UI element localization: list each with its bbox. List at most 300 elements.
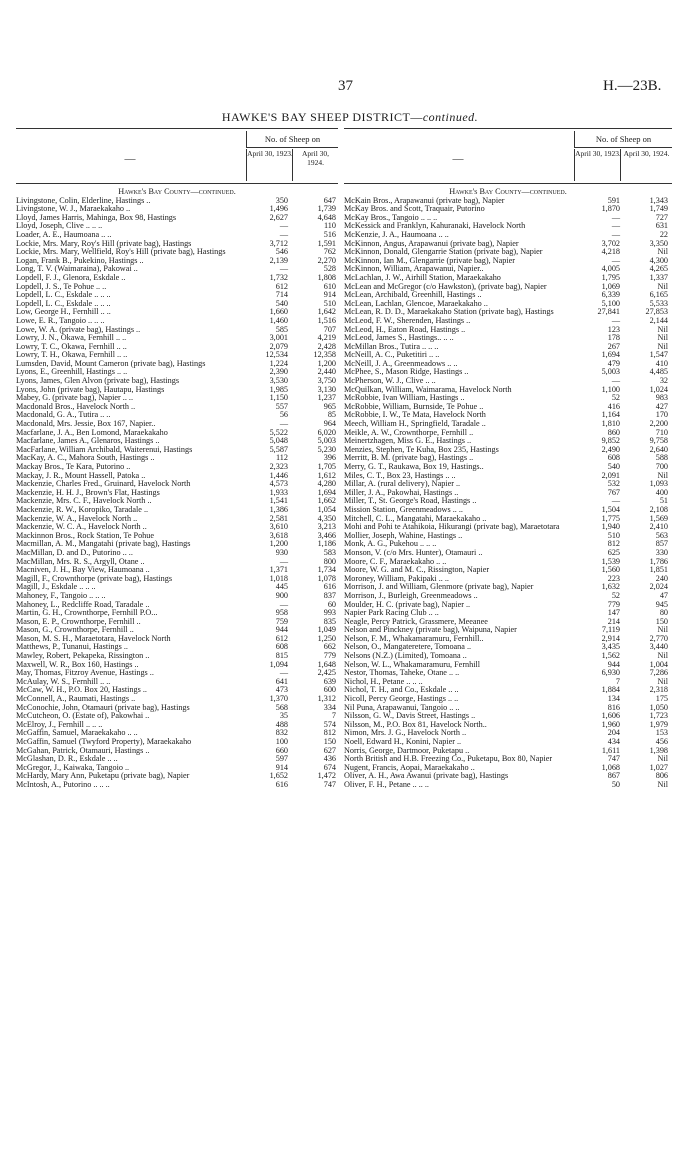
sheep-1924: 812 — [323, 728, 336, 738]
holder-name: Oliver, F. H., Petane .. .. .. — [344, 779, 429, 789]
sheep-1923: 1,562 — [601, 651, 620, 661]
holder-name: McGlashan, D. R., Eskdale .. .. — [16, 754, 118, 764]
holder-name: Lumsden, David, Mount Cameron (private bag), Hastings — [16, 358, 206, 368]
sheep-1923: 267 — [607, 341, 620, 351]
sheep-1923: 1,164 — [601, 410, 620, 420]
holder-name: Magill, F., Crownthorpe (private bag), Hastings — [16, 573, 173, 583]
sheep-1923: 1,960 — [601, 719, 620, 729]
sheep-1924: 2,428 — [317, 341, 336, 351]
holder-name: MacMillan, D. and D., Putorino .. .. — [16, 547, 133, 557]
sheep-1923: 214 — [607, 616, 620, 626]
sheep-1923: — — [279, 419, 288, 429]
sheep-1923: 958 — [275, 608, 288, 618]
sheep-1923: 1,933 — [269, 487, 288, 497]
holder-name: Mahoney, L., Redcliffe Road, Taradale .. — [16, 599, 150, 609]
holder-name: McIntosh, A., Putorino .. .. .. — [16, 779, 110, 789]
sheep-1923: 416 — [607, 401, 620, 411]
sheep-1924: 410 — [655, 358, 668, 368]
sheep-1923: 2,390 — [269, 367, 288, 377]
sheep-1923: — — [611, 255, 620, 265]
sheep-1924: 1,093 — [649, 479, 668, 489]
sheep-1924: 12,358 — [313, 350, 336, 360]
sheep-1923: 1,200 — [269, 539, 288, 549]
sheep-1924: 80 — [659, 608, 668, 618]
sheep-1923: — — [279, 229, 288, 239]
sheep-1923: 1,541 — [269, 496, 288, 506]
sheep-1924: 1,312 — [317, 694, 336, 704]
holder-name: McLachlan, J. W., Airhill Station, Maraekakaho — [344, 272, 501, 282]
year-1923-header: April 30, 1923. — [246, 149, 293, 181]
holder-name: Miller, T., St. George's Road, Hastings .. — [344, 496, 477, 506]
sheep-1923: 1,884 — [601, 685, 620, 695]
sheep-1923: 944 — [607, 659, 620, 669]
holder-name: McLean, Archibald, Greenhill, Hastings .. — [344, 290, 482, 300]
holder-name: Mitchell, C. L., Mangatahi, Maraekakaho .. — [344, 513, 487, 523]
sheep-1923: — — [279, 668, 288, 678]
sheep-1924: 707 — [323, 324, 336, 334]
sheep-1924: 627 — [323, 745, 336, 755]
sheep-1923: 608 — [607, 453, 620, 463]
sheep-1924: 1,398 — [649, 745, 668, 755]
sheep-1923: 1,775 — [601, 513, 620, 523]
sheep-1923: 2,627 — [269, 212, 288, 222]
sheep-1924: Nil — [657, 281, 668, 291]
sheep-1923: 779 — [607, 599, 620, 609]
sheep-1924: 647 — [323, 195, 336, 205]
sheep-1923: 532 — [607, 479, 620, 489]
holder-name: Nilsson, M., P.O. Box 81, Havelock North.. — [344, 719, 487, 729]
holder-name: Noell, Edward H., Konini, Napier .. — [344, 737, 462, 746]
holder-name: McKenzie, J. A., Haumoana .. .. — [344, 229, 449, 239]
sheep-1923: 660 — [275, 745, 288, 755]
sheep-1924: 983 — [655, 393, 668, 403]
holder-name: Long, T. V. (Waimaraina), Pakowai .. — [16, 264, 138, 274]
sheep-1923: 1,068 — [601, 762, 620, 772]
page-number: 37 — [338, 78, 353, 94]
sheep-1923: 7 — [615, 676, 620, 686]
sheep-1923: 714 — [275, 290, 288, 300]
holder-name: McCaw, W. H., P.O. Box 20, Hastings .. — [16, 685, 147, 695]
sheep-1923: 747 — [607, 754, 620, 764]
holder-name: Meinertzhagen, Miss G. E., Hastings .. — [344, 436, 472, 446]
sheep-1924: 1,705 — [317, 462, 336, 471]
sheep-1923: 1,560 — [601, 565, 620, 575]
sheep-1924: 700 — [655, 462, 668, 471]
holder-name: Oliver, A. H., Awa Awanui (private bag), Hastings — [344, 771, 509, 781]
sheep-1924: 945 — [655, 599, 668, 609]
sheep-1923: 944 — [275, 625, 288, 635]
name-column-header: — — [124, 153, 136, 165]
holder-name: Mackenzie, W. A., Havelock North .. — [16, 513, 138, 523]
holder-name: Nelson, O., Mangateretere, Tomoana .. — [344, 642, 472, 652]
sheep-1924: 9,758 — [649, 436, 668, 446]
holder-name: MacFarlane, William Archibald, Waiterenui, Hastings — [16, 444, 193, 454]
holder-name: McGaffin, Samuel (Twyford Property), Maraekakaho — [16, 737, 192, 746]
sheep-1923: 1,660 — [269, 307, 288, 317]
sheep-1923: 1,985 — [269, 384, 288, 394]
sheep-1923: — — [279, 264, 288, 274]
sheep-1924: 150 — [655, 616, 668, 626]
sheep-1924: 4,265 — [649, 264, 668, 274]
year-1923-header: April 30, 1923. — [574, 149, 621, 181]
holder-name: Napier Park Racing Club .. .. — [344, 608, 439, 618]
sheep-1923: 1,371 — [269, 565, 288, 575]
sheep-1924: 6,020 — [317, 427, 336, 437]
sheep-1923: 5,100 — [601, 298, 620, 308]
sheep-1923: 2,323 — [269, 462, 288, 471]
holder-name: Nelson and Pinckney (private bag), Waipuna, Napier — [344, 625, 517, 635]
sheep-1924: 5,533 — [649, 298, 668, 308]
holder-name: Low, George H., Fernhill .. .. — [16, 307, 111, 317]
sheep-1923: 3,618 — [269, 530, 288, 540]
holder-name: McKinnon, William, Arapawanui, Napier.. — [344, 264, 484, 274]
holder-name: Matthews, P., Tunanui, Hastings .. — [16, 642, 128, 652]
holder-name: Mackenzie, W. C. A., Havelock North .. — [16, 522, 147, 532]
left-table-body — [16, 188, 338, 790]
holder-name: Nichol, H., Petane .. .. .. — [344, 676, 423, 686]
holder-name: MacMillan, Mrs. R. S., Argyll, Otane .. — [16, 556, 145, 566]
sheep-1924: 1,749 — [649, 204, 668, 214]
holder-name: Lowry, T. C., Okawa, Fernhill .. .. — [16, 341, 127, 351]
sheep-1923: 1,632 — [601, 582, 620, 592]
sheep-1924: Nil — [657, 324, 668, 334]
holder-name: Maxwell, W. R., Box 160, Hastings .. — [16, 659, 139, 669]
holder-name: McElroy, J., Fernhill .. .. .. — [16, 719, 103, 729]
holder-name: Macmillan, A. M., Mangatahi (private bag), Hastings — [16, 539, 191, 549]
sheep-1923: 178 — [607, 333, 620, 343]
holder-name: Moore, C. F., Maraekakaho .. .. — [344, 556, 447, 566]
sheep-1924: 779 — [323, 651, 336, 661]
sheep-1924: 914 — [323, 290, 336, 300]
sheep-1924: 2,108 — [649, 504, 668, 514]
sheep-1923: 4,005 — [601, 264, 620, 274]
sheep-1924: Nil — [657, 779, 668, 789]
sheep-1923: 1,069 — [601, 281, 620, 291]
sheep-1923: 7,119 — [601, 625, 620, 635]
sheep-1924: 1,591 — [317, 238, 336, 248]
sheep-1924: 4,300 — [649, 255, 668, 265]
sheep-1923: 52 — [611, 393, 620, 403]
sheep-1923: 546 — [275, 247, 288, 257]
holder-name: Lyons, E., Greenhill, Hastings .. .. — [16, 367, 128, 377]
sheep-count-header: No. of Sheep on — [574, 131, 672, 148]
sheep-1923: — — [279, 221, 288, 231]
sheep-1923: 52 — [611, 590, 620, 600]
sheep-1923: 557 — [275, 401, 288, 411]
sheep-1923: 9,852 — [601, 436, 620, 446]
holder-name: MacKay, A. C., Mahora South, Hastings .. — [16, 453, 155, 463]
holder-name: Lopdell, L. C., Eskdale .. .. .. — [16, 298, 111, 308]
sheep-1923: 4,573 — [269, 479, 288, 489]
holder-name: McLean, Lachlan, Glencoe, Maraekakaho .. — [344, 298, 488, 308]
sheep-1923: 479 — [607, 358, 620, 368]
right-column — [344, 128, 672, 790]
holder-name: Hawke's Bay County—continued. — [118, 187, 236, 196]
sheep-1924: 3,466 — [317, 530, 336, 540]
sheep-1924: Nil — [657, 625, 668, 635]
holder-name: Nugent, Francis, Aopai, Maraekakaho .. — [344, 762, 475, 772]
sheep-1924: 674 — [323, 762, 336, 772]
sheep-1924: 1,027 — [649, 762, 668, 772]
holder-name: Nelson, W. L., Whakamaramuru, Fernhill — [344, 659, 481, 669]
right-table-body — [344, 188, 672, 790]
sheep-1924: 1,648 — [317, 659, 336, 669]
holder-name: Lopdell, F. J., Glenora, Eskdale .. — [16, 272, 126, 282]
holder-name: Monk, A. G., Pukehou .. .. .. — [344, 539, 437, 549]
holder-name: Lowe, E. R., Tangoio .. .. .. — [16, 315, 105, 325]
sheep-1923: — — [279, 556, 288, 566]
holder-name: McNeill, J. A., Greenmeadows .. .. — [344, 358, 458, 368]
sheep-1924: 528 — [323, 264, 336, 274]
year-1924-header: April 30, 1924. — [292, 149, 338, 181]
sheep-1923: 759 — [275, 616, 288, 626]
holder-name: Macfarlane, J. A., Ben Lomond, Maraekakaho — [16, 427, 168, 437]
holder-name: Moroney, William, Pakipaki .. .. — [344, 573, 449, 583]
sheep-1923: 608 — [275, 642, 288, 652]
sheep-1923: 1,150 — [269, 393, 288, 403]
holder-name: Lloyd, Joseph, Clive .. .. .. — [16, 221, 103, 231]
sheep-1923: — — [279, 599, 288, 609]
holder-name: Moore, W. G. and M. C., Rissington, Napier — [344, 565, 490, 575]
holder-name: McLeod, F. W., Sherenden, Hastings .. — [344, 315, 471, 325]
sheep-1923: 597 — [275, 754, 288, 764]
holder-name: McHardy, Mary Ann, Puketapu (private bag), Napier — [16, 771, 190, 781]
sheep-1924: 32 — [659, 376, 668, 386]
sheep-1924: Nil — [657, 341, 668, 351]
holder-name: McNeill, A. C., Puketitiri .. .. — [344, 350, 440, 360]
sheep-1924: 5,230 — [317, 444, 336, 454]
sheep-1924: 727 — [655, 212, 668, 222]
sheep-1923: 591 — [607, 195, 620, 205]
sheep-1923: 204 — [607, 728, 620, 738]
sheep-1924: 1,642 — [317, 307, 336, 317]
holder-name: Mackay, J. R., Mount Hassell, Patoka .. — [16, 470, 146, 480]
holder-name: Mollier, Joseph, Wahine, Hastings .. — [344, 530, 463, 540]
sheep-1923: 2,091 — [601, 470, 620, 480]
sheep-1924: 3,750 — [317, 376, 336, 386]
holder-name: Nimon, Mrs. J. G., Havelock North .. — [344, 728, 467, 738]
sheep-1924: 150 — [323, 737, 336, 746]
sheep-1924: 1,786 — [649, 556, 668, 566]
sheep-1923: 900 — [275, 590, 288, 600]
sheep-1924: 1,237 — [317, 393, 336, 403]
holder-name: McPherson, W. J., Clive .. .. — [344, 376, 436, 386]
sheep-1923: 1,694 — [601, 350, 620, 360]
holder-name: McKessick and Franklyn, Kahuranaki, Havelock North — [344, 221, 526, 231]
sheep-1923: 585 — [275, 324, 288, 334]
sheep-1924: 762 — [323, 247, 336, 257]
holder-name: Nilsson, G. W., Davis Street, Hastings .. — [344, 711, 476, 721]
sheep-1924: 1,343 — [649, 195, 668, 205]
sheep-1924: 1,569 — [649, 513, 668, 523]
sheep-1924: 563 — [655, 530, 668, 540]
holder-name: McMillan Bros., Tutira .. .. .. — [344, 341, 439, 351]
sheep-1924: 170 — [655, 410, 668, 420]
sheep-1924: 588 — [655, 453, 668, 463]
sheep-1924: 85 — [327, 410, 336, 420]
sheep-1924: 4,648 — [317, 212, 336, 222]
holder-name: Lyons, James, Glen Alvon (private bag), Hastings — [16, 376, 180, 386]
sheep-1923: 510 — [607, 530, 620, 540]
sheep-1923: — — [611, 229, 620, 239]
holder-name: Mason, M. S. H., Maraetotara, Havelock North — [16, 633, 171, 643]
sheep-1924: 710 — [655, 427, 668, 437]
sheep-1924: 175 — [655, 694, 668, 704]
sheep-1924: 396 — [323, 453, 336, 463]
sheep-1923: 100 — [275, 737, 288, 746]
left-column — [16, 128, 338, 790]
sheep-1923: 134 — [607, 694, 620, 704]
sheep-1923: 350 — [275, 195, 288, 205]
holder-name: Lockie, Mrs. Mary, Wellfield, Roy's Hill (private bag), Hastings — [16, 247, 226, 257]
holder-name: Martin, G. H., Crownthorpe, Fernhill P.O... — [16, 608, 158, 618]
document-reference: H.—23B. — [603, 78, 662, 94]
sheep-1924: 330 — [655, 547, 668, 557]
sheep-1924: 1,050 — [649, 702, 668, 712]
sheep-1924: 2,410 — [649, 522, 668, 532]
sheep-1923: — — [611, 315, 620, 325]
sheep-1924: 806 — [655, 771, 668, 781]
sheep-1923: 223 — [607, 573, 620, 583]
sheep-1924: 516 — [323, 229, 336, 239]
sheep-1923: 914 — [275, 762, 288, 772]
title-main: HAWKE'S BAY SHEEP DISTRICT— — [221, 110, 423, 124]
sheep-1924: 1,004 — [649, 659, 668, 669]
holder-name: McGaffin, Samuel, Maraekakaho .. .. — [16, 728, 138, 738]
sheep-1923: — — [611, 496, 620, 506]
sheep-1924: 6,165 — [649, 290, 668, 300]
sheep-1924: 510 — [323, 298, 336, 308]
holder-name: Menzies, Stephen, Te Kuha, Box 235, Hastings — [344, 444, 499, 454]
holder-name: Morrison, J. and William, Glenmore (private bag), Napier — [344, 582, 534, 592]
holder-name: McGregor, J., Kaiwaka, Tangoio .. — [16, 762, 130, 772]
sheep-1924: 964 — [323, 419, 336, 429]
sheep-1923: 1,018 — [269, 573, 288, 583]
holder-name: McLeod, H., Eaton Road, Hastings .. — [344, 324, 466, 334]
sheep-1923: 1,460 — [269, 315, 288, 325]
sheep-1923: 123 — [607, 324, 620, 334]
holder-name: Magill, J., Eskdale .. .. .. — [16, 582, 96, 592]
holder-name: Mason, E. P., Crownthorpe, Fernhill .. — [16, 616, 141, 626]
sheep-1924: 1,723 — [649, 711, 668, 721]
holder-name: Mackenzie, H. H. J., Brown's Flat, Hastings — [16, 487, 160, 497]
sheep-1923: 35 — [279, 711, 288, 721]
sheep-1924: Nil — [657, 470, 668, 480]
sheep-1924: 334 — [323, 702, 336, 712]
sheep-1924: 631 — [655, 221, 668, 231]
sheep-1923: 1,539 — [601, 556, 620, 566]
sheep-1923: 3,610 — [269, 522, 288, 532]
sheep-1923: 5,003 — [601, 367, 620, 377]
sheep-1923: 867 — [607, 771, 620, 781]
sheep-1924: 1,078 — [317, 573, 336, 583]
sheep-1923: 147 — [607, 608, 620, 618]
holder-name: McKay Bros. and Scott, Traquair, Putorino — [344, 204, 485, 214]
sheep-1923: 767 — [607, 487, 620, 497]
holder-name: Lockie, Mrs. Mary, Roy's Hill (private bag), Hastings — [16, 238, 192, 248]
holder-name: Nestor, Thomas, Taheke, Otane .. .. — [344, 668, 460, 678]
sheep-1924: 800 — [323, 556, 336, 566]
sheep-1923: — — [611, 212, 620, 222]
sheep-1924: 1,250 — [317, 633, 336, 643]
page-title — [0, 110, 700, 125]
holder-name: Macdonald Bros., Havelock North .. — [16, 401, 136, 411]
year-1924-header: April 30, 1924. — [620, 149, 672, 181]
sheep-1924: 2,144 — [649, 315, 668, 325]
holder-name: McLean and McGregor (c/o Hawkston), (private bag), Napier — [344, 281, 547, 291]
sheep-1924: 639 — [323, 676, 336, 686]
sheep-1924: Nil — [657, 676, 668, 686]
sheep-1924: 1,851 — [649, 565, 668, 575]
holder-name: Lowry, T. H., Okawa, Fernhill .. .. — [16, 350, 128, 360]
sheep-1923: 1,504 — [601, 504, 620, 514]
sheep-1924: 1,734 — [317, 565, 336, 575]
sheep-1924: 3,440 — [649, 642, 668, 652]
sheep-count-header: No. of Sheep on — [246, 131, 338, 148]
holder-name: Meikle, A. W., Crownthorpe, Fernhill .. — [344, 427, 474, 437]
holder-name: Neagle, Percy Patrick, Grassmere, Meeanee — [344, 616, 488, 626]
holder-name: Mackenzie, Mrs. C. F., Havelock North .. — [16, 496, 152, 506]
sheep-1924: 60 — [327, 599, 336, 609]
holder-name: Moulder, H. C. (private bag), Napier .. — [344, 599, 471, 609]
holder-name: McConochie, John, Otamauri (private bag), Hastings — [16, 702, 190, 712]
holder-name: Lyons, John (private bag), Hautapu, Hastings — [16, 384, 165, 394]
holder-name: Mohi and Pohi te Atahikoia, Hikurangi (private bag), Maraetotara — [344, 522, 560, 532]
sheep-1923: 1,370 — [269, 694, 288, 704]
sheep-1923: 1,611 — [601, 745, 620, 755]
sheep-1924: 427 — [655, 401, 668, 411]
sheep-1924: 1,547 — [649, 350, 668, 360]
sheep-1924: 1,516 — [317, 315, 336, 325]
sheep-1924: 1,054 — [317, 504, 336, 514]
sheep-1923: 1,810 — [601, 419, 620, 429]
sheep-1923: 1,870 — [601, 204, 620, 214]
holder-name: McConnell, A., Raumati, Hastings .. — [16, 694, 136, 704]
sheep-1923: 50 — [611, 779, 620, 789]
sheep-1923: 1,940 — [601, 522, 620, 532]
holder-name: Lowe, W. A. (private bag), Hastings .. — [16, 324, 141, 334]
sheep-1924: 1,808 — [317, 272, 336, 282]
sheep-1923: 1,496 — [269, 204, 288, 214]
holder-name: Nelson, F. M., Whakamaramuru, Fernhill.. — [344, 633, 484, 643]
sheep-1924: Nil — [657, 651, 668, 661]
sheep-1924: 2,200 — [649, 419, 668, 429]
holder-name: Mackay Bros., Te Kara, Putorino .. — [16, 462, 131, 471]
holder-name: Lloyd, James Harris, Mahinga, Box 98, Hastings — [16, 212, 177, 222]
sheep-1924: 4,219 — [317, 333, 336, 343]
sheep-1924: 2,270 — [317, 255, 336, 265]
holder-name: McKay Bros., Tangoio .. .. .. — [344, 212, 438, 222]
holder-name: McRobbie, I. W., Te Mata, Havelock North — [344, 410, 486, 420]
sheep-1924: 4,485 — [649, 367, 668, 377]
sheep-1923: 5,587 — [269, 444, 288, 454]
holder-name: Macniven, J. H., Bay View, Haumoana .. — [16, 565, 150, 575]
sheep-1923: 1,446 — [269, 470, 288, 480]
sheep-1924: 1,612 — [317, 470, 336, 480]
holder-name: Mabey, G. (private bag), Napier .. .. — [16, 393, 134, 403]
sheep-1923: 816 — [607, 702, 620, 712]
holder-name: May, Thomas, Fitzroy Avenue, Hastings .. — [16, 668, 154, 678]
sheep-1924: 436 — [323, 754, 336, 764]
sheep-1923: 5,048 — [269, 436, 288, 446]
sheep-1924: 4,280 — [317, 479, 336, 489]
holder-name: McPhee, S., Mason Ridge, Hastings .. — [344, 367, 469, 377]
sheep-1923: 612 — [275, 281, 288, 291]
sheep-1924: 1,694 — [317, 487, 336, 497]
sheep-1923: 27,841 — [597, 307, 620, 317]
holder-name: Mackinnon Bros., Rock Station, Te Pohue — [16, 530, 154, 540]
sheep-1923: 625 — [607, 547, 620, 557]
